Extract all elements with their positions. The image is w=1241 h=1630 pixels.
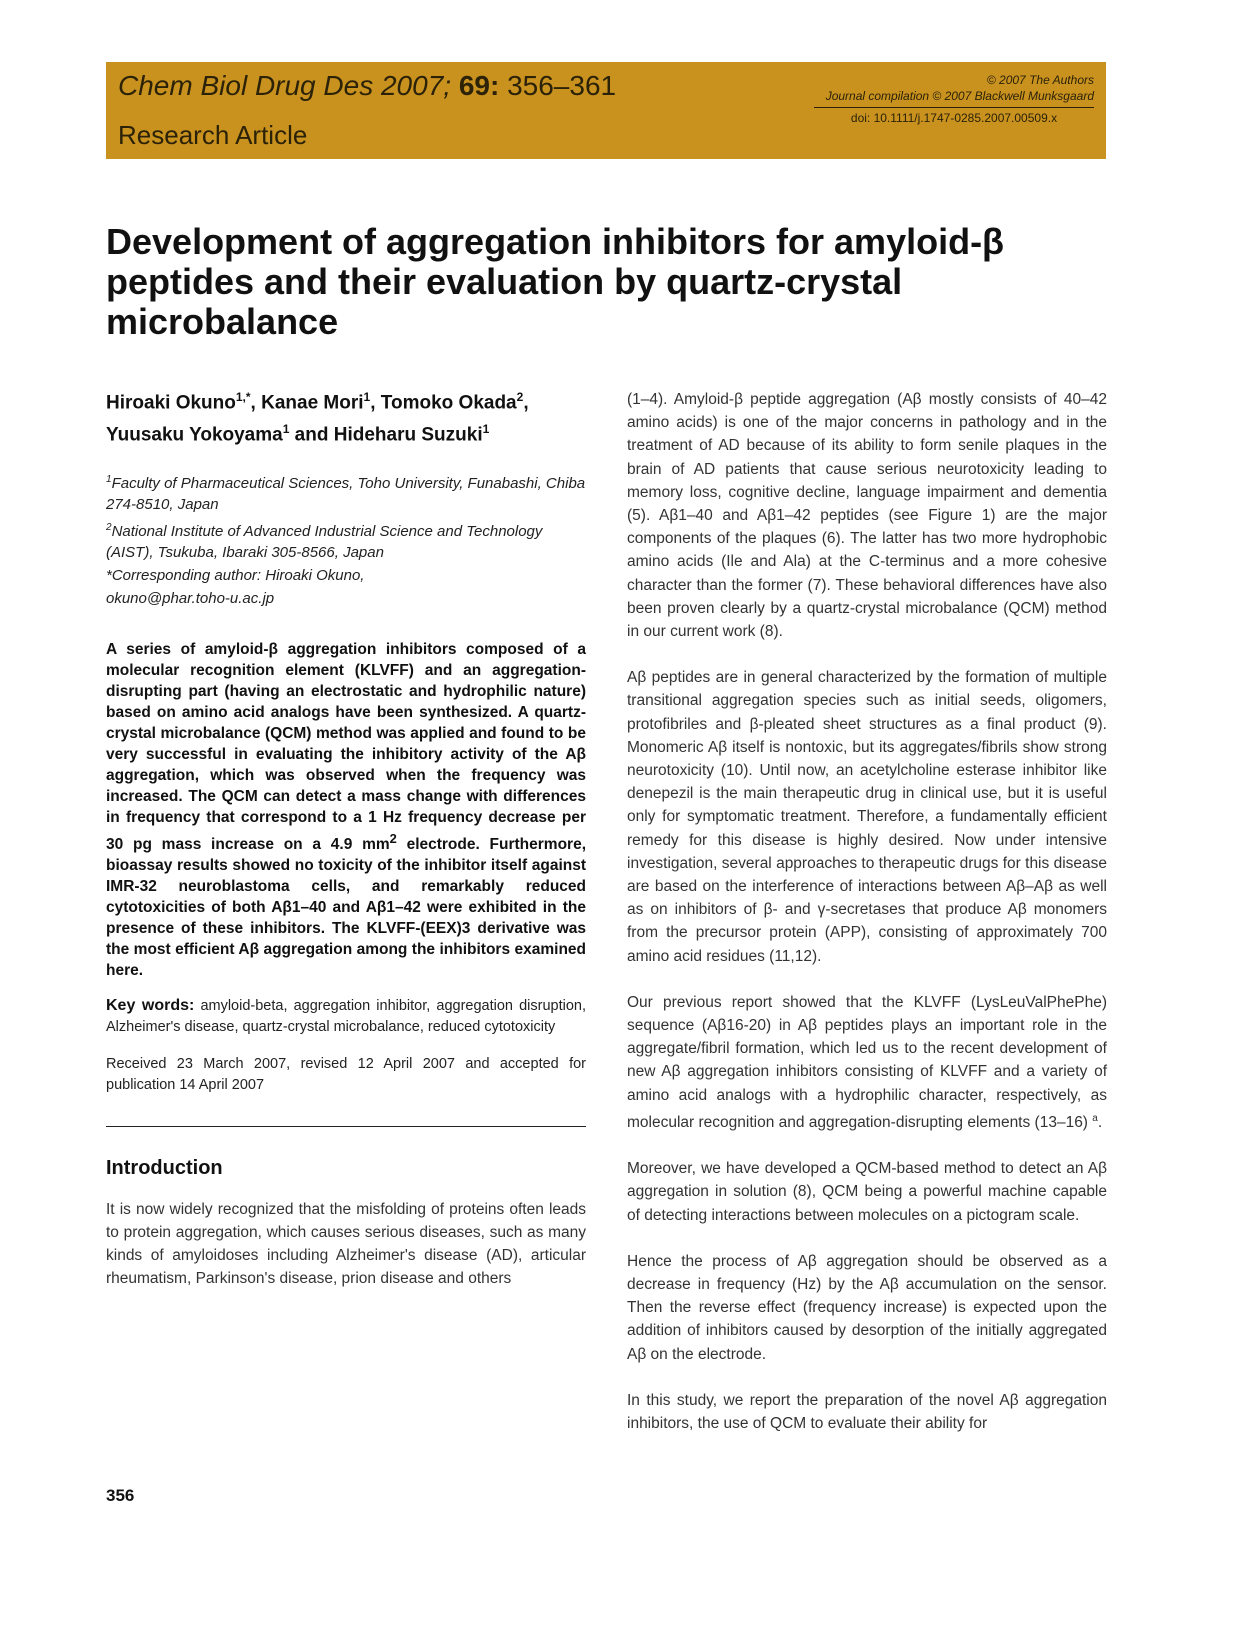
- paragraph: (1–4). Amyloid-β peptide aggregation (Aβ mostly consists of 40–42 amino acids) is one of the major concerns in pathology and in the treatment of AD because of its ability to form senile plaques in the brain of AD patients that cause serious neurotoxicity leading to memory loss, cognitive decline, language impairment and dementia (5). Aβ1–40 and Aβ1–42 peptides (see Figure 1) are the major components of the plaques (6). The latter has two more hydrophobic amino acids (Ile and Ala) at the C-terminus and a more cohesive character than the former (7). These behavioral differences have also been proven clearly by a quartz-crystal microbalance (QCM) method in our current work (8).: [627, 391, 1107, 641]
- doi-link[interactable]: doi: 10.1111/j.1747-0285.2007.00509.x: [850, 111, 1058, 125]
- copyright-block: [794, 72, 1094, 125]
- author-affiliation-marker: 2: [516, 390, 524, 404]
- keywords-text: amyloid-beta, aggregation inhibitor, aggregation disruption, Alzheimer's disease, quartz-crystal microbalance, reduced cytotoxicity: [106, 997, 586, 1035]
- keywords: [106, 995, 586, 1038]
- author-affiliation-marker: 1: [363, 390, 371, 404]
- copyright-divider: [814, 107, 1094, 108]
- author-separator: ,: [523, 392, 529, 414]
- journal-pages: 356–361: [507, 70, 617, 101]
- abstract-superscript: 2: [389, 830, 397, 846]
- paragraph: Hence the process of Aβ aggregation should be observed as a decrease in frequency (Hz) by the Aβ accumulation on the sensor. Then the reverse effect (frequency increase) is expected upon the addition of inhibitors caused by desorption of the initially aggregated Aβ on the electrode.: [627, 1252, 1107, 1363]
- author-affiliation-marker: 1,*: [235, 390, 251, 404]
- introduction-heading: Introduction: [106, 1156, 223, 1179]
- copyright-compilation: Journal compilation © 2007 Blackwell Munksgaard: [825, 89, 1094, 103]
- author-name: Hiroaki Okuno: [106, 392, 236, 414]
- paragraph: Moreover, we have developed a QCM-based method to detect an Aβ aggregation in solution (8), QCM being a powerful machine capable of detecting interactions between molecules on a pictogram scale.: [627, 1160, 1107, 1224]
- author-affiliation-marker: 1: [282, 422, 290, 437]
- paragraph-end: .: [1097, 1114, 1103, 1132]
- received-dates: Received 23 March 2007, revised 12 April 2007 and accepted for publication 14 April 2007: [106, 1055, 586, 1093]
- keywords-label: Key words:: [106, 996, 195, 1014]
- section-divider: [106, 1126, 586, 1127]
- affiliation-text: Faculty of Pharmaceutical Sciences, Toho University, Funabashi, Chiba 274-8510, Japan: [106, 474, 586, 513]
- author-list: [106, 384, 586, 449]
- paragraph: It is now widely recognized that the misfolding of proteins often leads to protein aggregation, which causes serious diseases, such as many kinds of amyloidoses including Alzheimer's disease (AD), articular rheumatism, Parkinson's disease, prion disease and others: [106, 1200, 586, 1288]
- journal-volume: 69:: [458, 70, 500, 101]
- author-separator: ,: [370, 392, 381, 414]
- affiliations: [106, 469, 586, 609]
- author-name: Yuusaku Yokoyama: [106, 424, 283, 446]
- affiliation-marker: 2: [106, 521, 112, 533]
- paragraph: Aβ peptides are in general characterized by the formation of multiple transitional aggregation species such as initial seeds, oligomers, protofibriles and β-pleated sheet structures as a final product (9). Monomeric Aβ itself is nontoxic, but its aggregates/fibrils show strong neurotoxicity (10). Until now, an acetylcholine esterase inhibitor like denepezil is the main therapeutic drug in clinical use, but it is useful only for symptomatic treatment. Therefore, a fundamentally efficient remedy for this disease is highly desired. Now under intensive investigation, several approaches to therapeutic drugs for this disease are based on the interference of interactions between Aβ–Aβ as well as on inhibitors of β- and γ-secretases that produce Aβ monomers from the precursor protein (APP), consisting of approximately 700 amino acid residues (11,12).: [627, 669, 1107, 965]
- journal-citation: [118, 70, 616, 102]
- journal-header-band: [106, 62, 1106, 159]
- paragraph-text: Our previous report showed that the KLVFF (LysLeuValPhePhe) sequence (Aβ16-20) in Aβ peptides plays an important role in the aggregate/fibril formation, which led us to the recent development of new Aβ aggregation inhibitors consisting of KLVFF and a variety of amino acid analogs with a hydrophilic character, respectively, as molecular recognition and aggregation-disrupting elements (13–16): [627, 993, 1107, 1132]
- author-name: Tomoko Okada: [380, 392, 517, 414]
- author-affiliation-marker: 1: [482, 422, 490, 437]
- corresponding-author: *Corresponding author: Hiroaki Okuno,: [106, 566, 365, 584]
- abstract: [106, 639, 586, 981]
- affiliation: [106, 469, 586, 515]
- page-number: 356: [106, 1486, 135, 1505]
- introduction-paragraph: [106, 1198, 586, 1291]
- right-column: [627, 388, 1107, 1458]
- abstract-text: A series of amyloid-β aggregation inhibitors composed of a molecular recognition element (KLVFF) and an aggregation-disrupting part (having an electrostatic and hydrophilic nature) based on amino acid analogs have been synthesized. A quartz-crystal microbalance (QCM) method was applied and found to be very successful in evaluating the inhibitory activity of the Aβ aggregation, which was observed when the frequency was increased. The QCM can detect a mass change with differences in frequency that correspond to a 1 Hz frequency decrease per 30 pg mass increase on a 4.9 mm: [106, 640, 586, 853]
- abstract-text-continued: electrode. Furthermore, bioassay results showed no toxicity of the inhibitor itself against IMR-32 neuroblastoma cells, and remarkably reduced cytotoxicities of both Aβ1–40 and Aβ1–42 were exhibited in the presence of these inhibitors. The KLVFF-(EEX)3 derivative was the most efficient Aβ aggregation among the inhibitors examined here.: [106, 835, 587, 979]
- paper-title: Development of aggregation inhibitors for amyloid-β peptides and their evaluation by quartz-crystal microbalance: [106, 221, 1005, 342]
- affiliation-marker: 1: [106, 473, 112, 485]
- article-type: Research Article: [118, 120, 308, 150]
- author-name: Hideharu Suzuki: [333, 424, 483, 446]
- paragraph: In this study, we report the preparation of the novel Aβ aggregation inhibitors, the use of QCM to evaluate their ability for: [627, 1391, 1107, 1433]
- author-separator: and: [289, 424, 334, 446]
- footnote-marker[interactable]: a: [1092, 1112, 1098, 1124]
- journal-name: Chem Biol Drug Des 2007;: [118, 70, 452, 101]
- paragraph: [627, 991, 1107, 1134]
- author-separator: ,: [250, 392, 262, 414]
- affiliation: [106, 517, 586, 563]
- author-email[interactable]: okuno@phar.toho-u.ac.jp: [106, 589, 275, 607]
- copyright-authors: © 2007 The Authors: [986, 73, 1094, 87]
- author-name: Kanae Mori: [261, 392, 364, 414]
- affiliation-text: National Institute of Advanced Industrial Science and Technology (AIST), Tsukuba, Ibaraki 305-8566, Japan: [106, 522, 543, 561]
- left-column: [106, 384, 586, 1314]
